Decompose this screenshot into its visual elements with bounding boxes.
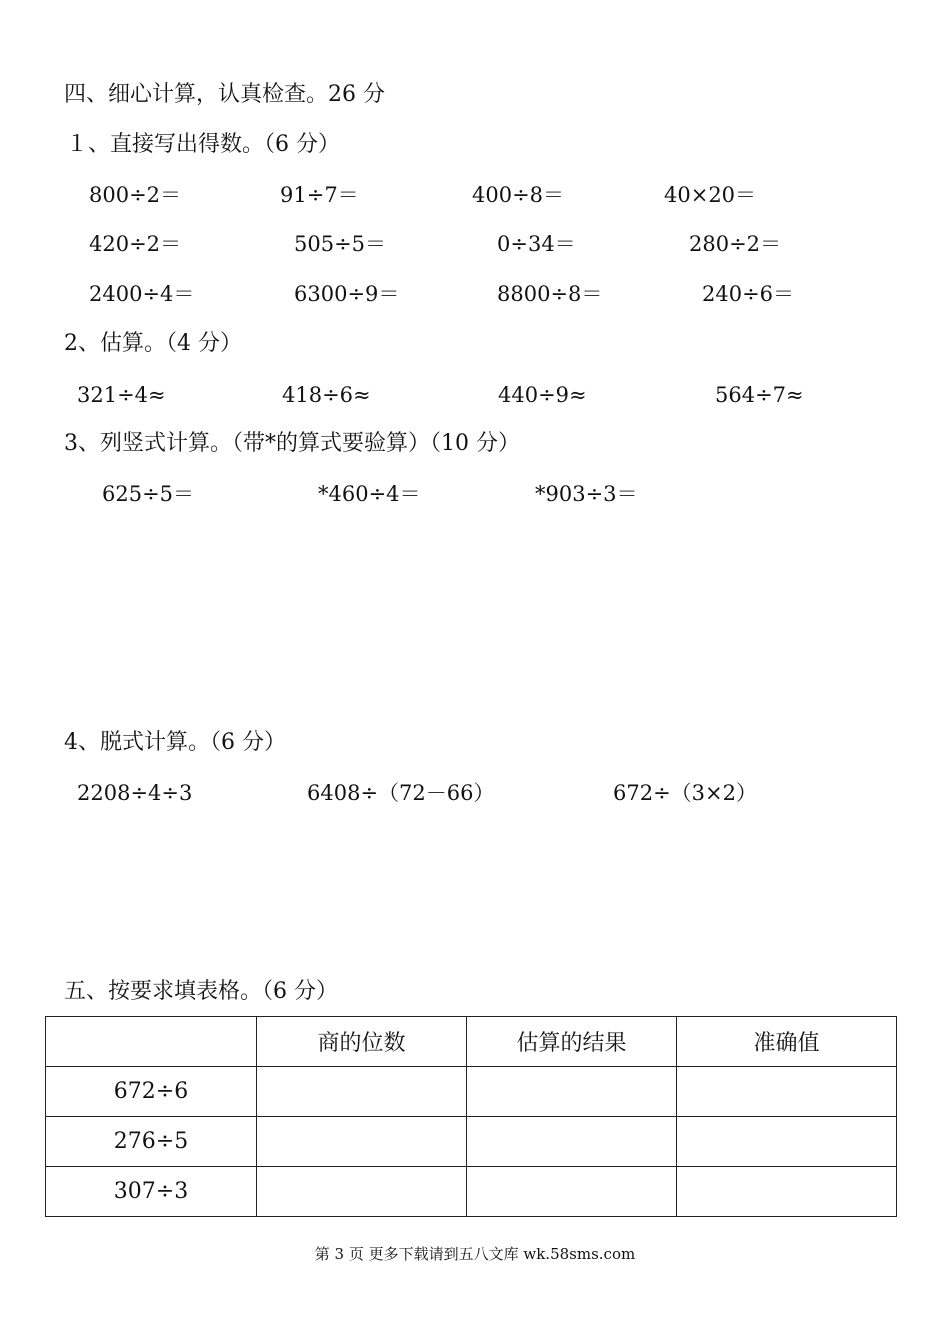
table-header-row <box>46 1017 897 1067</box>
q1-title: １、直接写出得数。（6 分） <box>66 132 340 157</box>
table-row-label: 307÷3 <box>46 1167 257 1217</box>
q3-expr-1: 625÷5＝ <box>102 482 195 506</box>
table-answer-cell[interactable] <box>677 1167 897 1217</box>
table-row-label: 276÷5 <box>46 1117 257 1167</box>
q4-expr-1: 2208÷4÷3 <box>77 781 193 805</box>
q1-expr-r3-c4: 240÷6＝ <box>702 282 795 306</box>
q4-title: 4、脱式计算。（6 分） <box>64 730 286 755</box>
q2-title: 2、估算。（4 分） <box>64 331 242 356</box>
q1-expr-r3-c3: 8800÷8＝ <box>497 282 603 306</box>
table-header-cell <box>46 1017 257 1067</box>
table-answer-cell[interactable] <box>467 1117 677 1167</box>
q1-expr-r1-c1: 800÷2＝ <box>89 183 182 207</box>
q2-expr-4: 564÷7≈ <box>715 383 804 407</box>
q2-expr-3: 440÷9≈ <box>498 383 587 407</box>
table-header-cell: 商的位数 <box>257 1017 467 1067</box>
table-header-cell: 准确值 <box>677 1017 897 1067</box>
q1-expr-r1-c4: 40×20＝ <box>664 183 757 207</box>
q4-expr-2: 6408÷（72－66） <box>307 781 495 805</box>
q1-expr-r2-c2: 505÷5＝ <box>294 232 387 256</box>
table-row <box>46 1167 897 1217</box>
table-header-cell: 估算的结果 <box>467 1017 677 1067</box>
q3-title: 3、列竖式计算。（带*的算式要验算）（10 分） <box>64 431 520 456</box>
table-answer-cell[interactable] <box>467 1167 677 1217</box>
q3-expr-3: *903÷3＝ <box>535 482 638 506</box>
q1-expr-r2-c3: 0÷34＝ <box>497 232 576 256</box>
q3-expr-2: *460÷4＝ <box>318 482 421 506</box>
q2-expr-1: 321÷4≈ <box>77 383 166 407</box>
fill-table <box>45 1016 897 1217</box>
table-answer-cell[interactable] <box>257 1067 467 1117</box>
table-answer-cell[interactable] <box>677 1067 897 1117</box>
q2-expr-2: 418÷6≈ <box>282 383 371 407</box>
section5-title: 五、按要求填表格。（6 分） <box>64 979 338 1004</box>
table-row <box>46 1117 897 1167</box>
table-answer-cell[interactable] <box>467 1067 677 1117</box>
table-answer-cell[interactable] <box>257 1117 467 1167</box>
q1-expr-r2-c4: 280÷2＝ <box>689 232 782 256</box>
q1-expr-r1-c3: 400÷8＝ <box>472 183 565 207</box>
q1-expr-r1-c2: 91÷7＝ <box>280 183 359 207</box>
section4-title: 四、细心计算，认真检查。26 分 <box>64 82 385 107</box>
table-row-label: 672÷6 <box>46 1067 257 1117</box>
table-answer-cell[interactable] <box>677 1117 897 1167</box>
table-answer-cell[interactable] <box>257 1167 467 1217</box>
q1-expr-r3-c2: 6300÷9＝ <box>294 282 400 306</box>
q1-expr-r3-c1: 2400÷4＝ <box>89 282 195 306</box>
page-footer: 第 3 页 更多下载请到五八文库 wk.58sms.com <box>314 1245 636 1263</box>
table-row <box>46 1067 897 1117</box>
q4-expr-3: 672÷（3×2） <box>613 781 757 805</box>
q1-expr-r2-c1: 420÷2＝ <box>89 232 182 256</box>
